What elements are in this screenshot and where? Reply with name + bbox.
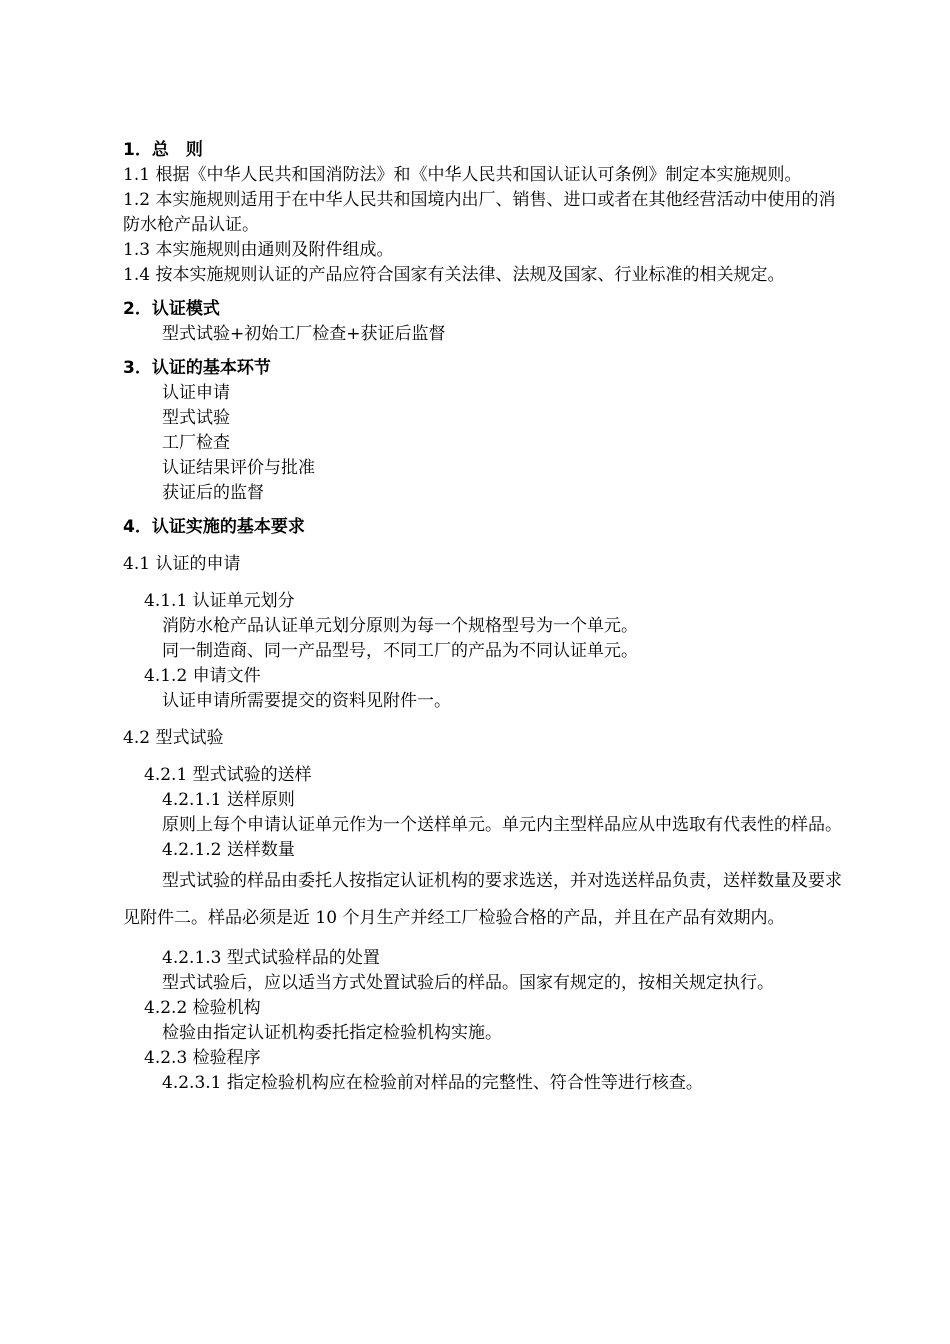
section-4-2-2-title: 4.2.2 检验机构: [144, 998, 261, 1018]
section-4-2-1-2-body: 型式试验的样品由委托人按指定认证机构的要求选送，并对选送样品负责，送样数量及要求见附件二。样品必须是近 10 个月生产并经工厂检验合格的产品，并且在产品有效期内。: [123, 871, 842, 928]
para-1-3: 1.3 本实施规则由通则及附件组成。: [123, 240, 394, 260]
section-3-title: 3．认证的基本环节: [123, 358, 271, 378]
list-item: 型式试验: [162, 408, 230, 428]
section-1-title: 1．总 则: [123, 140, 203, 160]
section-4-1-2-title: 4.1.2 申请文件: [144, 666, 261, 686]
section-4-2-3-title: 4.2.3 检验程序: [144, 1048, 261, 1068]
section-4-2-2-body: 检验由指定认证机构委托指定检验机构实施。: [162, 1023, 502, 1043]
section-4-2-1-1-body: 原则上每个申请认证单元作为一个送样单元。单元内主型样品应从中选取有代表性的样品。: [162, 815, 842, 835]
section-4-2-1-2-title: 4.2.1.2 送样数量: [162, 840, 295, 860]
list-item: 获证后的监督: [162, 483, 264, 503]
para-1-4: 1.4 按本实施规则认证的产品应符合国家有关法律、法规及国家、行业标准的相关规定。: [123, 265, 785, 285]
section-4-1-1-line: 消防水枪产品认证单元划分原则为每一个规格型号为一个单元。: [162, 616, 638, 636]
section-4-2-1-3-body: 型式试验后，应以适当方式处置试验后的样品。国家有规定的，按相关规定执行。: [162, 973, 774, 993]
section-2-body: 型式试验+初始工厂检查+获证后监督: [162, 324, 446, 344]
section-4-1-1-line: 同一制造商、同一产品型号，不同工厂的产品为不同认证单元。: [162, 641, 638, 661]
list-item: 认证申请: [162, 383, 230, 403]
list-item: 认证结果评价与批准: [162, 458, 315, 478]
para-1-2: 1.2 本实施规则适用于在中华人民共和国境内出厂、销售、进口或者在其他经营活动中使用的消防水枪产品认证。: [123, 190, 836, 235]
section-4-1-2-line: 认证申请所需要提交的资料见附件一。: [162, 691, 451, 711]
para-1-1: 1.1 根据《中华人民共和国消防法》和《中华人民共和国认证认可条例》制定本实施规则。: [123, 165, 802, 185]
section-4-2-title: 4.2 型式试验: [123, 728, 224, 748]
section-4-title: 4．认证实施的基本要求: [123, 517, 305, 537]
section-4-2-1-3-title: 4.2.1.3 型式试验样品的处置: [162, 948, 380, 968]
document-page: [123, 138, 843, 1096]
section-4-1-1-title: 4.1.1 认证单元划分: [144, 591, 295, 611]
section-4-2-3-1-body: 4.2.3.1 指定检验机构应在检验前对样品的完整性、符合性等进行核查。: [162, 1073, 703, 1093]
section-4-2-1-title: 4.2.1 型式试验的送样: [144, 765, 312, 785]
section-4-1-title: 4.1 认证的申请: [123, 554, 241, 574]
section-4-2-1-1-title: 4.2.1.1 送样原则: [162, 790, 295, 810]
list-item: 工厂检查: [162, 433, 230, 453]
section-2-title: 2．认证模式: [123, 299, 220, 319]
